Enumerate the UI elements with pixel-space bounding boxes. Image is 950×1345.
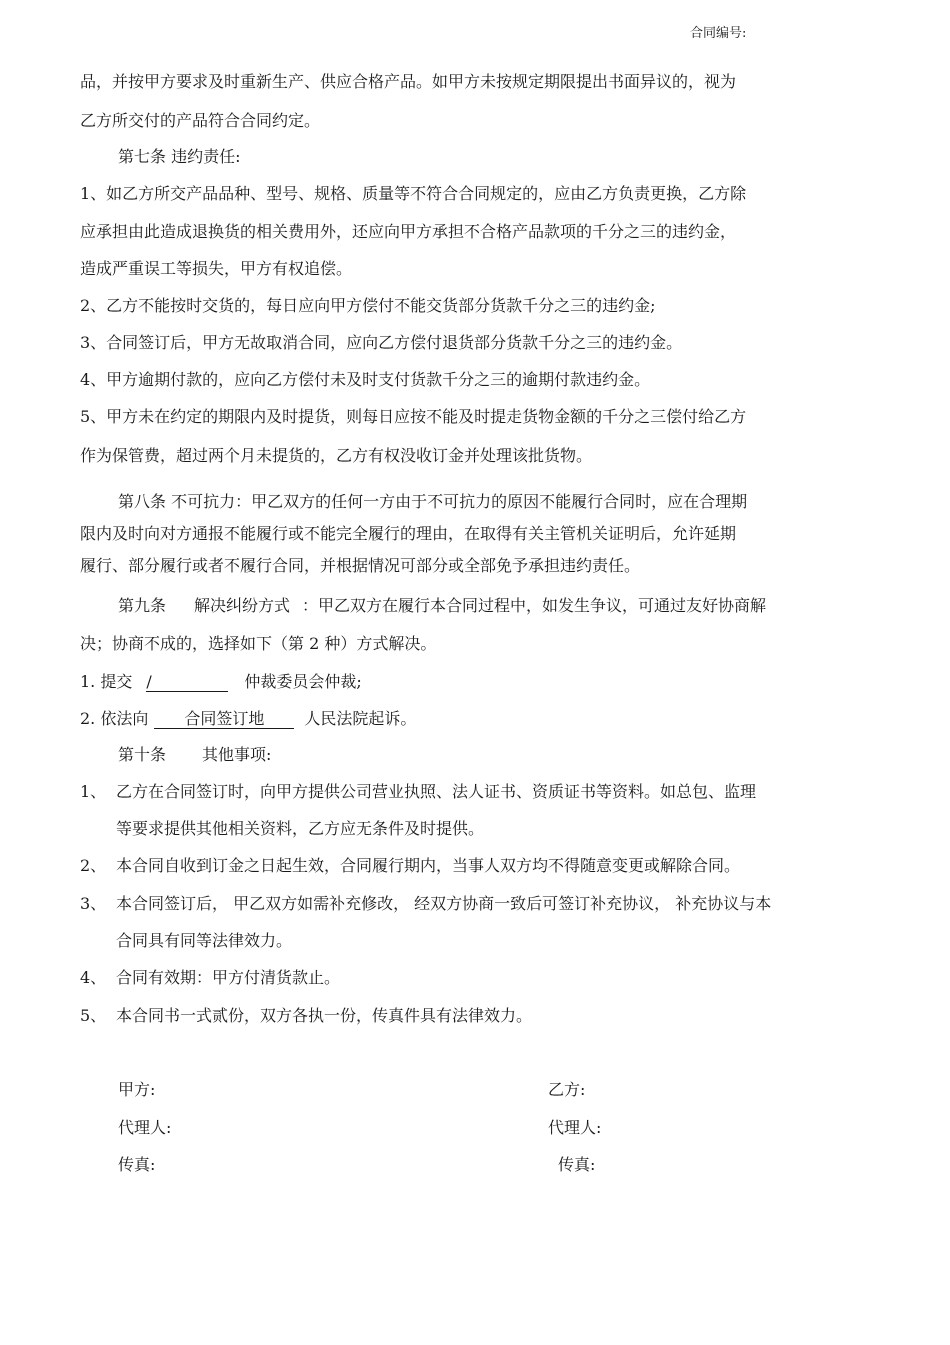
article-7-item-1-line-1: 1、如乙方所交产品品种、型号、规格、质量等不符合合同规定的，应由乙方负责更换，乙方除: [80, 184, 747, 203]
option-1-suffix: 仲裁委员会仲裁;: [244, 672, 362, 691]
article-7-item-3: 3、合同签订后，甲方无故取消合同，应向乙方偿付退货部分货款千分之三的违约金。: [80, 333, 683, 352]
article-10-item-5-line-1: 本合同书一式贰份，双方各执一份，传真件具有法律效力。: [116, 1006, 533, 1025]
article-9-option-1: [80, 672, 362, 692]
article-7-item-1-line-2: 应承担由此造成退换货的相关费用外，还应向甲方承担不合格产品款项的千分之三的违约金，: [80, 222, 737, 241]
court-location-field: 合同签订地: [154, 710, 294, 729]
article-8-line-1: 第八条 不可抗力：甲乙双方的任何一方由于不可抗力的原因不能履行合同时，应在合理期: [118, 492, 748, 511]
article-10-item-2-line-1: 本合同自收到订金之日起生效，合同履行期内，当事人双方均不得随意变更或解除合同。: [116, 856, 741, 875]
article-10-item-4-line-1: 合同有效期：甲方付清货款止。: [116, 968, 341, 987]
arbitration-body-field: /: [146, 673, 228, 692]
article-10-item-2-num: 2、: [80, 856, 107, 875]
article-10-item-1-num: 1、: [80, 782, 107, 801]
article-10-item-3-line-1: 本合同签订后， 甲乙双方如需补充修改， 经双方协商一致后可签订补充协议， 补充协议与本: [116, 894, 772, 913]
article-10-item-5-num: 5、: [80, 1006, 107, 1025]
party-b-label: 乙方:: [548, 1080, 586, 1099]
article-10-item-3-num: 3、: [80, 894, 107, 913]
option-1-prefix: 1. 提交: [80, 672, 133, 691]
contract-number-label: 合同编号:: [690, 26, 747, 41]
article-10-item-1-line-2: 等要求提供其他相关资料，乙方应无条件及时提供。: [116, 819, 485, 838]
continuation-line-2: 乙方所交付的产品符合合同约定。: [80, 111, 321, 130]
article-9-body-2: 决；协商不成的，选择如下（第 2 种）方式解决。: [80, 634, 437, 653]
option-2-prefix: 2. 依法向: [80, 709, 149, 728]
article-7-title: 第七条 违约责任:: [118, 147, 241, 166]
article-9-heading: 解决纠纷方式: [194, 596, 291, 615]
article-10-item-4-num: 4、: [80, 968, 107, 987]
article-10-title: 第十条: [118, 745, 167, 764]
article-7-item-4: 4、甲方逾期付款的，应向乙方偿付未及时支付货款千分之三的逾期付款违约金。: [80, 370, 651, 389]
option-2-suffix: 人民法院起诉。: [304, 709, 417, 728]
article-9-option-2: [80, 709, 416, 729]
article-10-heading: 其他事项:: [202, 745, 272, 764]
article-10-item-3-line-2: 合同具有同等法律效力。: [116, 931, 293, 950]
party-a-agent-label: 代理人:: [118, 1118, 172, 1137]
article-9-line-1: [118, 596, 766, 616]
article-8-line-2: 限内及时向对方通报不能履行或不能完全履行的理由，在取得有关主管机关证明后，允许延期: [80, 524, 737, 543]
article-7-item-2: 2、乙方不能按时交货的，每日应向甲方偿付不能交货部分货款千分之三的违约金;: [80, 296, 656, 315]
party-a-label: 甲方:: [118, 1080, 156, 1099]
party-b-fax-label: 传真:: [558, 1155, 596, 1174]
article-7-item-5-line-2: 作为保管费，超过两个月未提货的，乙方有权没收订金并处理该批货物。: [80, 446, 593, 465]
party-a-fax-label: 传真:: [118, 1155, 156, 1174]
article-8-line-3: 履行、部分履行或者不履行合同，并根据情况可部分或全部免予承担违约责任。: [80, 556, 641, 575]
party-b-agent-label: 代理人:: [548, 1118, 602, 1137]
article-9-title: 第九条: [118, 596, 167, 615]
continuation-line-1: 品，并按甲方要求及时重新生产、供应合格产品。如甲方未按规定期限提出书面异议的，视为: [80, 72, 737, 91]
article-10-title-line: [118, 745, 271, 765]
article-7-item-5-line-1: 5、甲方未在约定的期限内及时提货，则每日应按不能及时提走货物金额的千分之三偿付给乙方: [80, 407, 747, 426]
article-9-body-1: ：甲乙双方在履行本合同过程中，如发生争议，可通过友好协商解: [302, 596, 767, 615]
article-7-item-1-line-3: 造成严重误工等损失，甲方有权追偿。: [80, 259, 353, 278]
article-10-item-1-line-1: 乙方在合同签订时，向甲方提供公司营业执照、法人证书、资质证书等资料。如总包、监理: [116, 782, 757, 801]
